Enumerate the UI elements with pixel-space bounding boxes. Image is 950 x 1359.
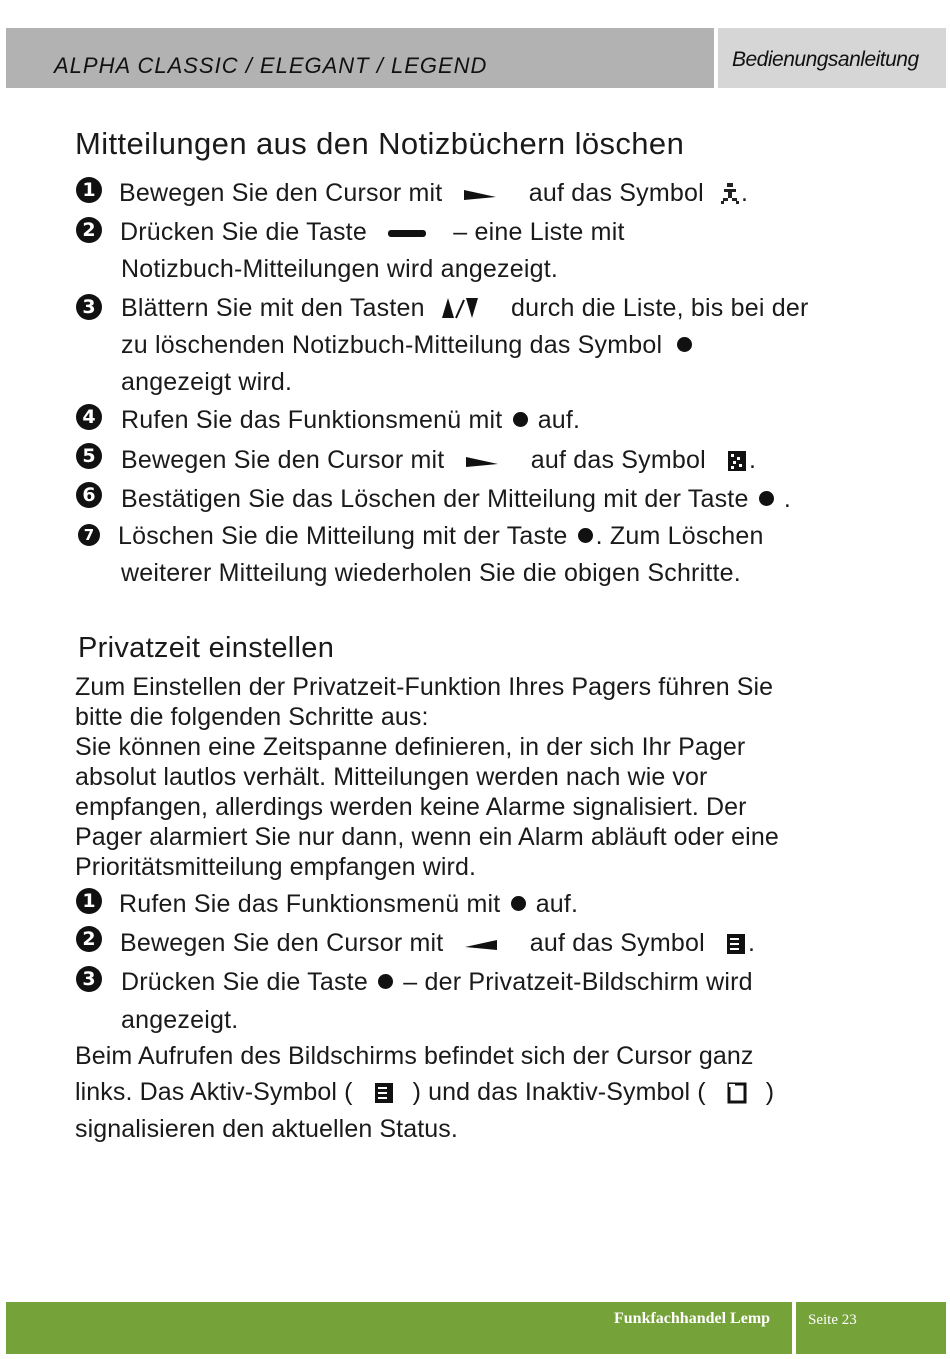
privacy-step-3-text: Drücken Sie die Taste – der Privatzeit-Bildschirm wird	[121, 968, 753, 996]
bullet-dot-icon	[677, 337, 692, 352]
intro-line: absolut lautlos verhält. Mitteilungen werden nach wie vor	[75, 763, 708, 791]
outro-line: signalisieren den aktuellen Status.	[75, 1115, 458, 1143]
bullet-dot-icon	[759, 491, 774, 506]
privacy-step-3-text-cont: angezeigt.	[121, 1006, 239, 1034]
arrow-right-icon	[466, 453, 506, 469]
intro-line: Prioritätsmitteilung empfangen wird.	[75, 853, 476, 881]
step-number-badge: 2	[76, 926, 102, 952]
step-5-text: Bewegen Sie den Cursor mit auf das Symbol .	[121, 446, 757, 474]
intro-line: bitte die folgenden Schritte aus:	[75, 703, 429, 731]
step-3-text-cont: zu löschenden Notizbuch-Mitteilung das Symbol	[121, 331, 695, 360]
step-2-text-cont: Notizbuch-Mitteilungen wird angezeigt.	[121, 255, 558, 283]
header-doc-type: Bedienungsanleitung	[732, 48, 919, 71]
privacy-step-2-text: Bewegen Sie den Cursor mit auf das Symbol .	[120, 929, 756, 957]
notebook-symbol-icon	[719, 182, 741, 206]
outro-line: Beim Aufrufen des Bildschirms befindet sich der Cursor ganz	[75, 1042, 754, 1070]
privacy-step-1-text: Rufen Sie das Funktionsmenü mit auf.	[119, 890, 579, 918]
step-3-text-end: angezeigt wird.	[121, 368, 293, 396]
section-title-delete-notebook: Mitteilungen aus den Notizbüchern löschen	[75, 126, 685, 161]
arrow-right-icon	[464, 186, 504, 202]
intro-line: empfangen, allerdings werden keine Alarme signalisiert. Der	[75, 793, 747, 821]
bullet-dot-icon	[511, 896, 526, 911]
step-number-badge: 2	[76, 217, 102, 243]
intro-line: Sie können eine Zeitspanne definieren, in der sich Ihr Pager	[75, 733, 746, 761]
active-symbol-icon	[374, 1081, 396, 1105]
step-7-text-cont: weiterer Mitteilung wiederholen Sie die obigen Schritte.	[121, 559, 741, 587]
step-2-text: Drücken Sie die Taste – eine Liste mit	[120, 218, 625, 246]
intro-line: Zum Einstellen der Privatzeit-Funktion Ihres Pagers führen Sie	[75, 673, 774, 701]
page-number: Seite 23	[808, 1312, 857, 1328]
section-title-privacy: Privatzeit einstellen	[78, 632, 335, 664]
privacy-symbol-icon	[726, 932, 748, 956]
step-number-badge: 5	[76, 443, 102, 469]
footer-company: Funkfachhandel Lemp	[614, 1310, 771, 1327]
step-number-badge: 3	[76, 966, 102, 992]
step-3-text: Blättern Sie mit den Tasten durch die Liste, bis bei der	[121, 294, 809, 322]
step-number-badge: 7	[78, 524, 100, 546]
inactive-symbol-icon	[727, 1081, 749, 1105]
step-number-badge: 1	[76, 888, 102, 914]
bullet-dot-icon	[378, 974, 393, 989]
step-number-badge: 6	[76, 482, 102, 508]
step-4-text: Rufen Sie das Funktionsmenü mit auf.	[121, 406, 581, 434]
step-7-text: Löschen Sie die Mitteilung mit der Taste . Zum Löschen	[118, 522, 764, 550]
dash-key-icon	[388, 226, 428, 240]
bullet-dot-icon	[578, 528, 593, 543]
up-down-arrows-icon	[442, 296, 482, 322]
step-number-badge: 1	[76, 177, 102, 203]
step-number-badge: 4	[76, 404, 102, 430]
header-product-name: ALPHA CLASSIC / ELEGANT / LEGEND	[54, 53, 488, 78]
step-6-text: Bestätigen Sie das Löschen der Mitteilung mit der Taste .	[121, 485, 792, 513]
step-1-text: Bewegen Sie den Cursor mit auf das Symbol .	[119, 179, 749, 207]
arrow-left-icon	[465, 936, 505, 952]
outro-line-symbols: links. Das Aktiv-Symbol ( ) und das Inaktiv-Symbol ( )	[75, 1078, 775, 1106]
step-number-badge: 3	[76, 294, 102, 320]
intro-line: Pager alarmiert Sie nur dann, wenn ein Alarm abläuft oder eine	[75, 823, 779, 851]
delete-symbol-icon	[727, 449, 749, 473]
bullet-dot-icon	[513, 412, 528, 427]
